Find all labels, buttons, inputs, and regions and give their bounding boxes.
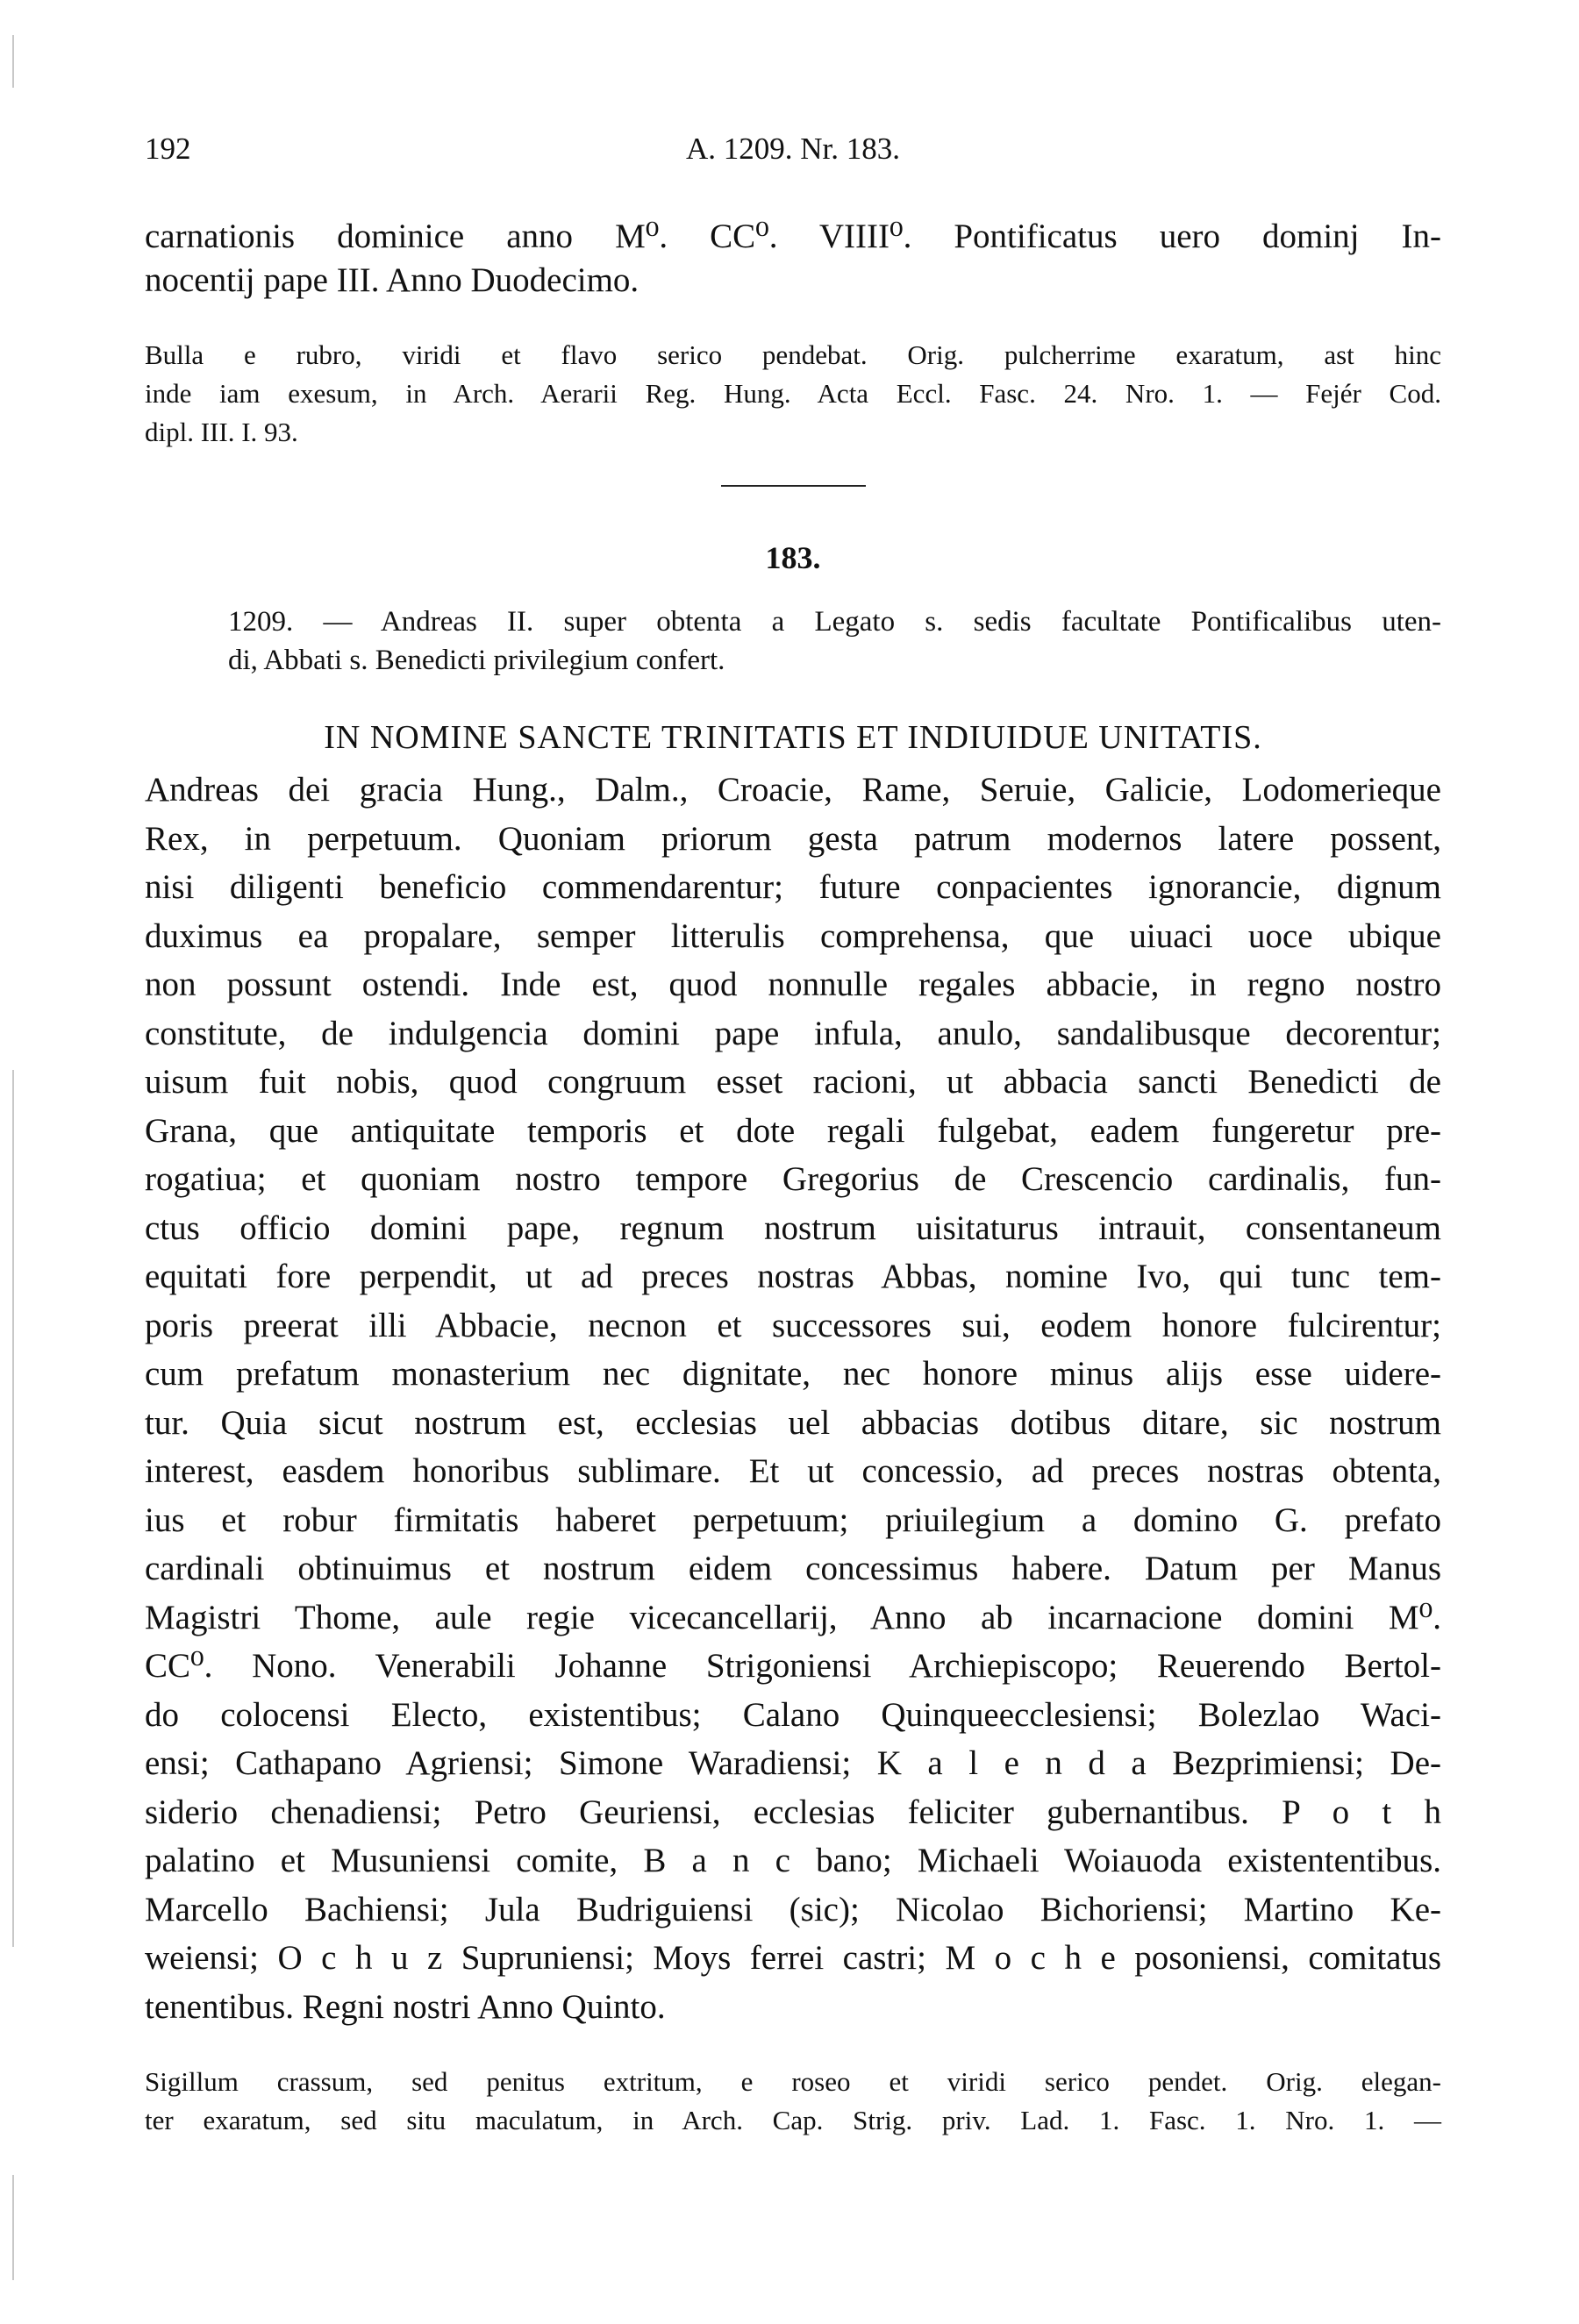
- text-line: non possunt ostendi. Inde est, quod nonnulle regales abbacie, in regno nostro: [145, 966, 1441, 1003]
- text-line: tenentibus. Regni nostri Anno Quinto.: [145, 1987, 666, 2026]
- text-line: weiensi; O c h u z Supruniensi; Moys ferrei castri; M o c h e posoniensi, comitatus: [145, 1939, 1441, 1977]
- text-line: siderio chenadiensi; Petro Geuriensi, ecclesias feliciter gubernantibus. P o t h: [145, 1793, 1441, 1831]
- text-line: ius et robur firmitatis haberet perpetuum; priuilegium a domino G. prefato: [145, 1501, 1441, 1539]
- text-line: CC⁰. Nono. Venerabili Johanne Strigoniensi Archiepiscopo; Reuerendo Bertol-: [145, 1647, 1441, 1685]
- text-line: rogatiua; et quoniam nostro tempore Gregorius de Crescencio cardinalis, fun-: [145, 1160, 1441, 1198]
- text-line: constitute, de indulgencia domini pape infula, anulo, sandalibusque decorentur;: [145, 1014, 1441, 1052]
- page-header: [145, 132, 1441, 193]
- text-line: Rex, in perpetuum. Quoniam priorum gesta patrum modernos latere possent,: [145, 819, 1441, 858]
- text-line: palatino et Musuniensi comite, B a n c bano; Michaeli Woiauoda existententibus.: [145, 1842, 1441, 1879]
- continuation-text: [145, 215, 1441, 303]
- charter-text: [145, 766, 1441, 2031]
- note-line: Sigillum crassum, sed penitus extritum, e roseo et viridi serico pendet. Orig. elegan-: [145, 2066, 1441, 2097]
- scan-edge-top: [12, 35, 14, 88]
- text-line: ctus officio domini pape, regnum nostrum uisitaturus intrauit, consentaneum: [145, 1208, 1441, 1247]
- text-line: Marcello Bachiensi; Jula Budriguiensi (sic); Nicolao Bichoriensi; Martino Ke-: [145, 1890, 1441, 1928]
- text-line: ensi; Cathapano Agriensi; Simone Waradiensi; K a l e n d a Bezprimiensi; De-: [145, 1744, 1441, 1782]
- note-line: ter exaratum, sed situ maculatum, in Arch. Cap. Strig. priv. Lad. 1. Fasc. 1. Nro. 1. —: [145, 2105, 1441, 2135]
- charter-invocatio: IN NOMINE SANCTE TRINITATIS ET INDIUIDUE UNITATIS.: [324, 719, 1262, 756]
- text-line: cardinali obtinuimus et nostrum eidem concessimus habere. Datum per Manus: [145, 1550, 1441, 1587]
- running-head: A. 1209. Nr. 183.: [685, 132, 901, 166]
- text-line: uisum fuit nobis, quod congruum esset racioni, ut abbacia sancti Benedicti de: [145, 1063, 1441, 1101]
- book-page: [145, 132, 1441, 2140]
- charter-note: [145, 2063, 1441, 2140]
- text-line: equitati fore perpendit, ut ad preces nostras Abbas, nomine Ivo, qui tunc tem-: [145, 1258, 1441, 1295]
- text-line: Grana, que antiquitate temporis et dote regali fulgebat, eadem fungeretur pre-: [145, 1111, 1441, 1150]
- text-line: nisi diligenti beneficio commendarentur; future conpacientes ignorancie, dignum: [145, 868, 1441, 906]
- note-line: Bulla e rubro, viridi et flavo serico pendebat. Orig. pulcherrime exaratum, ast hinc: [145, 339, 1441, 370]
- regest-line: 1209. — Andreas II. super obtenta a Legato s. sedis facultate Pontificalibus uten-: [228, 606, 1441, 638]
- text-line: tur. Quia sicut nostrum est, ecclesias uel abbacias dotibus ditare, sic nostrum: [145, 1403, 1441, 1442]
- page-number: 192: [145, 132, 191, 166]
- text-line: duximus ea propalare, semper litterulis comprehensa, que uiuaci uoce ubique: [145, 916, 1441, 955]
- section-divider: [721, 485, 866, 487]
- text-line: Andreas dei gracia Hung., Dalm., Croacie, Rame, Seruie, Galicie, Lodomerieque: [145, 771, 1441, 809]
- scan-edge-mid: [12, 1070, 14, 1947]
- charter-number: 183.: [765, 540, 821, 575]
- text-line: poris preerat illi Abbacie, necnon et successores sui, eodem honore fulcirentur;: [145, 1306, 1441, 1344]
- charter-regest: [145, 602, 1441, 680]
- scan-edge-bottom: [12, 2175, 14, 2280]
- note-line: dipl. III. I. 93.: [145, 417, 298, 447]
- text-line: do colocensi Electo, existentibus; Calano Quinqueecclesiensi; Bolezlao Waci-: [145, 1695, 1441, 1734]
- text-line: interest, easdem honoribus sublimare. Et ut concessio, ad preces nostras obtenta,: [145, 1452, 1441, 1490]
- regest-line: di, Abbati s. Benedicti privilegium confert.: [228, 645, 725, 676]
- text-line: cum prefatum monasterium nec dignitate, nec honore minus alijs esse uidere-: [145, 1355, 1441, 1393]
- note-line: inde iam exesum, in Arch. Aerarii Reg. Hung. Acta Eccl. Fasc. 24. Nro. 1. — Fejér Cod.: [145, 378, 1441, 409]
- previous-charter-note: [145, 336, 1441, 452]
- text-line: carnationis dominice anno M⁰. CC⁰. VIIII⁰. Pontificatus uero dominj In-: [145, 217, 1441, 255]
- text-line: Magistri Thome, aule regie vicecancellarij, Anno ab incarnacione domini M⁰.: [145, 1598, 1441, 1636]
- text-line: nocentij pape III. Anno Duodecimo.: [145, 261, 639, 299]
